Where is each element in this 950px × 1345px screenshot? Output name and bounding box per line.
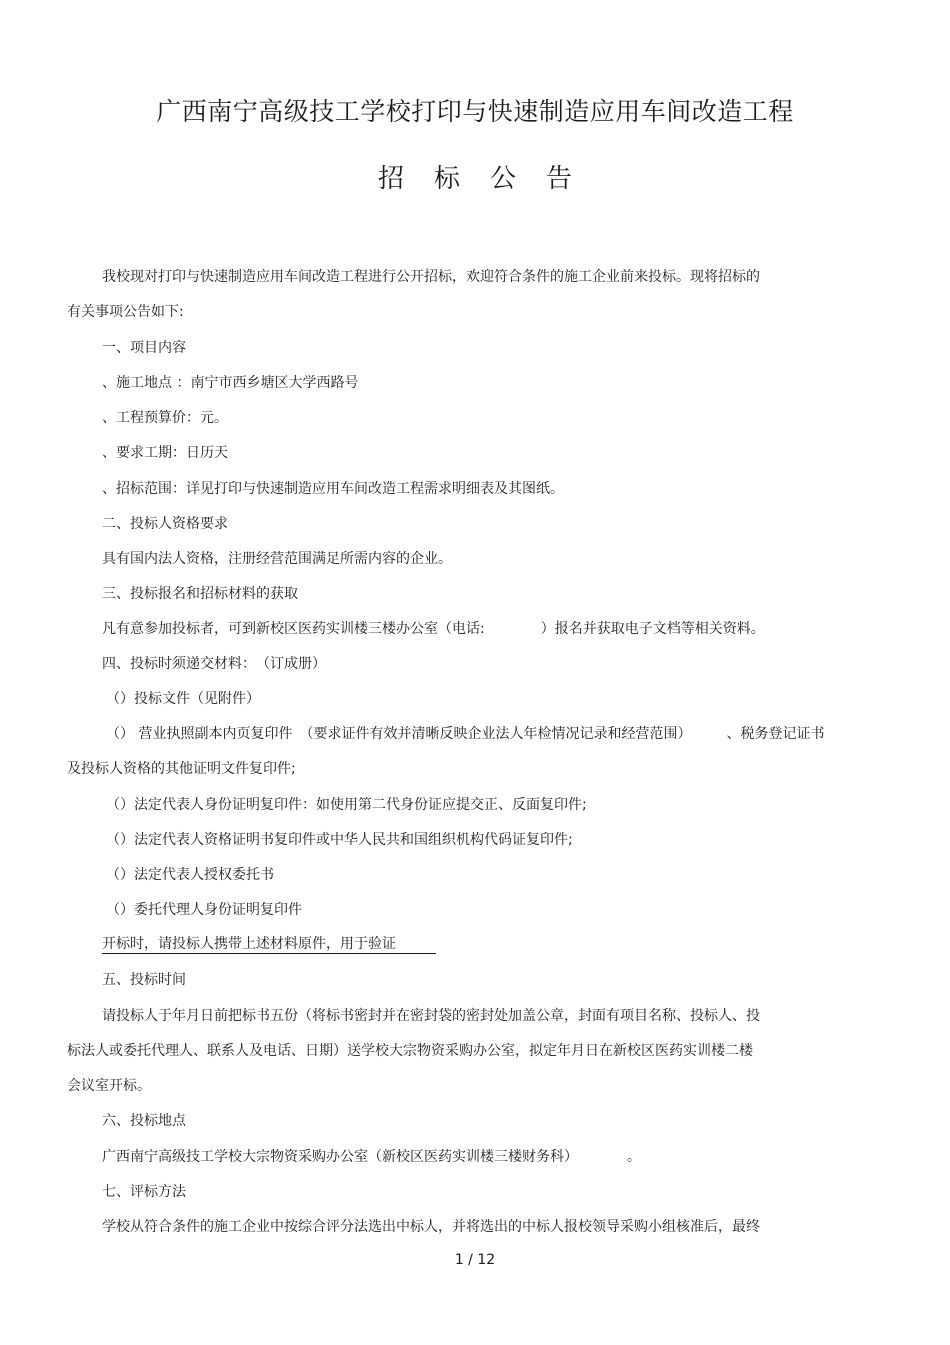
page-number: 1 / 12 bbox=[454, 1252, 496, 1268]
section-4-item: （）委托代理人身份证明复印件 bbox=[106, 902, 302, 918]
section-5-text: 标法人或委托代理人、联系人及电话、日期）送学校大宗物资采购办公室，拟定年月日在新校区医药实训楼二楼 bbox=[67, 1043, 753, 1059]
section-5-text: 会议室开标。 bbox=[67, 1078, 151, 1094]
subtitle-char: 招 bbox=[377, 164, 404, 194]
section-3-text: 凡有意参加投标者，可到新校区医药实训楼三楼办公室（电话: ）报名并获取电子文档等相关资料。 bbox=[102, 621, 765, 637]
section-7-text: 学校从符合条件的施工企业中按综合评分法选出中标人，并将选出的中标人报校领导采购小组核准后，最终 bbox=[102, 1219, 760, 1235]
section-5-text: 请投标人于年月日前把标书五份（将标书密封并在密封袋的密封处加盖公章，封面有项目名称、投标人、投 bbox=[102, 1008, 760, 1024]
section-6-heading: 六、投标地点 bbox=[102, 1113, 186, 1129]
section-4-item: （）投标文件（见附件） bbox=[106, 691, 260, 707]
section-5-heading: 五、投标时间 bbox=[102, 972, 186, 988]
section-4-note: 开标时，请投标人携带上述材料原件，用于验证 bbox=[102, 936, 436, 954]
section-3-heading: 三、投标报名和招标材料的获取 bbox=[102, 586, 298, 602]
document-subtitle bbox=[0, 158, 950, 195]
section-2-text: 具有国内法人资格，注册经营范围满足所需内容的企业。 bbox=[102, 551, 452, 567]
section-1-item: 、要求工期：日历天 bbox=[102, 445, 228, 461]
section-4-item: （） 营业执照副本内页复印件 （要求证件有效并清晰反映企业法人年检情况记录和经营范围） 、税务登记证书 bbox=[106, 726, 825, 742]
section-1-item: 、招标范围：详见打印与快速制造应用车间改造工程需求明细表及其图纸。 bbox=[102, 481, 564, 497]
section-4-note-wrap bbox=[102, 935, 436, 953]
section-1-item: 、工程预算价：元。 bbox=[102, 410, 228, 426]
section-4-item-continued: 及投标人资格的其他证明文件复印件; bbox=[67, 761, 296, 777]
section-4-item: （）法定代表人身份证明复印件：如使用第二代身份证应提交正、反面复印件; bbox=[106, 797, 587, 813]
subtitle-char: 标 bbox=[433, 164, 460, 194]
section-1-item: 、施工地点 ：南宁市西乡塘区大学西路号 bbox=[102, 375, 359, 391]
section-4-item: （）法定代表人授权委托书 bbox=[106, 867, 274, 883]
section-4-item: （）法定代表人资格证明书复印件或中华人民共和国组织机构代码证复印件; bbox=[106, 832, 573, 848]
subtitle-char: 公 bbox=[490, 164, 517, 194]
section-6-text: 广西南宁高级技工学校大宗物资采购办公室（新校区医药实训楼三楼财务科） 。 bbox=[102, 1149, 641, 1165]
intro-line-2: 有关事项公告如下: bbox=[67, 304, 184, 320]
document-title: 广西南宁高级技工学校打印与快速制造应用车间改造工程 bbox=[156, 97, 794, 126]
section-4-heading: 四、投标时须递交材料： （订成册） bbox=[102, 656, 326, 672]
intro-line-1: 我校现对打印与快速制造应用车间改造工程进行公开招标，欢迎符合条件的施工企业前来投标。现将招标的 bbox=[102, 269, 760, 285]
section-2-heading: 二、投标人资格要求 bbox=[102, 516, 228, 532]
section-7-heading: 七、评标方法 bbox=[102, 1184, 186, 1200]
subtitle-char: 告 bbox=[546, 164, 573, 194]
section-1-heading: 一、项目内容 bbox=[102, 340, 186, 356]
